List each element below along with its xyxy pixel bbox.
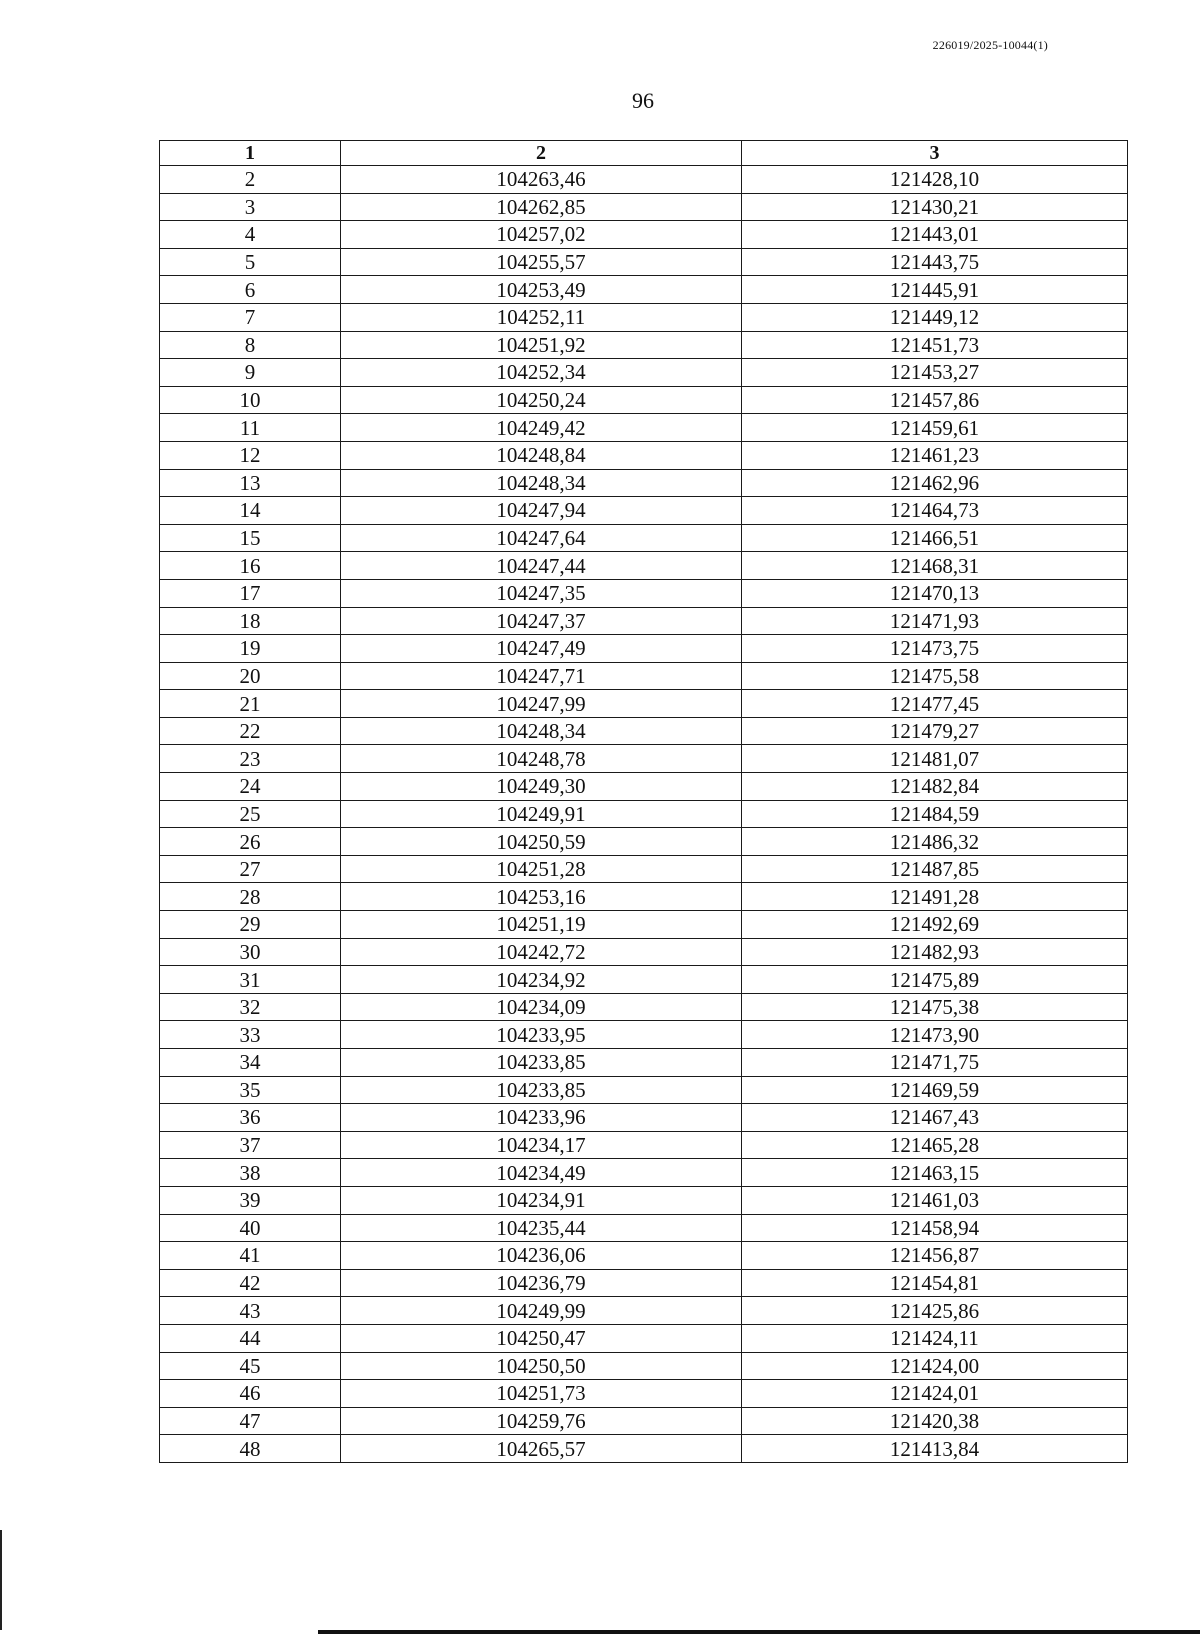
coordinate-y-cell: 121482,84: [742, 773, 1128, 801]
point-number-cell: 26: [160, 828, 341, 856]
point-number-cell: 16: [160, 552, 341, 580]
coordinate-x-cell: 104235,44: [341, 1214, 742, 1242]
coordinate-y-cell: 121413,84: [742, 1435, 1128, 1463]
coordinate-y-cell: 121464,73: [742, 497, 1128, 525]
coordinates-table: [159, 140, 1128, 1463]
coordinate-x-cell: 104248,78: [341, 745, 742, 773]
coordinate-y-cell: 121475,58: [742, 662, 1128, 690]
coordinate-y-cell: 121428,10: [742, 166, 1128, 194]
coordinate-x-cell: 104233,85: [341, 1049, 742, 1077]
coordinate-x-cell: 104251,92: [341, 331, 742, 359]
point-number-cell: 28: [160, 883, 341, 911]
coordinate-x-cell: 104247,35: [341, 579, 742, 607]
coordinate-x-cell: 104234,92: [341, 966, 742, 994]
point-number-cell: 32: [160, 993, 341, 1021]
table-row: [160, 248, 1128, 276]
point-number-cell: 33: [160, 1021, 341, 1049]
coordinate-y-cell: 121475,89: [742, 966, 1128, 994]
coordinate-x-cell: 104247,99: [341, 690, 742, 718]
table-row: [160, 579, 1128, 607]
coordinate-y-cell: 121449,12: [742, 303, 1128, 331]
point-number-cell: 8: [160, 331, 341, 359]
table-row: [160, 1242, 1128, 1270]
point-number-cell: 44: [160, 1324, 341, 1352]
point-number-cell: 43: [160, 1297, 341, 1325]
coordinate-y-cell: 121463,15: [742, 1159, 1128, 1187]
point-number-cell: 14: [160, 497, 341, 525]
coordinate-y-cell: 121445,91: [742, 276, 1128, 304]
table-row: [160, 1104, 1128, 1132]
point-number-cell: 41: [160, 1242, 341, 1270]
table-row: [160, 1131, 1128, 1159]
point-number-cell: 18: [160, 607, 341, 635]
point-number-cell: 39: [160, 1186, 341, 1214]
point-number-cell: 20: [160, 662, 341, 690]
coordinate-x-cell: 104251,28: [341, 855, 742, 883]
point-number-cell: 47: [160, 1407, 341, 1435]
coordinate-x-cell: 104234,49: [341, 1159, 742, 1187]
point-number-cell: 25: [160, 800, 341, 828]
coordinate-y-cell: 121424,00: [742, 1352, 1128, 1380]
table-row: [160, 1435, 1128, 1463]
coordinate-x-cell: 104252,11: [341, 303, 742, 331]
coordinate-y-cell: 121468,31: [742, 552, 1128, 580]
point-number-cell: 48: [160, 1435, 341, 1463]
coordinate-y-cell: 121473,90: [742, 1021, 1128, 1049]
column-header-2: 2: [341, 141, 742, 166]
table-row: [160, 193, 1128, 221]
table-row: [160, 1214, 1128, 1242]
coordinate-y-cell: 121458,94: [742, 1214, 1128, 1242]
point-number-cell: 29: [160, 911, 341, 939]
point-number-cell: 42: [160, 1269, 341, 1297]
table-body: [160, 166, 1128, 1463]
coordinate-y-cell: 121461,03: [742, 1186, 1128, 1214]
table-row: [160, 221, 1128, 249]
coordinate-x-cell: 104255,57: [341, 248, 742, 276]
table-row: [160, 359, 1128, 387]
coordinate-y-cell: 121477,45: [742, 690, 1128, 718]
coordinate-x-cell: 104249,42: [341, 414, 742, 442]
scan-edge-mark: [0, 1530, 2, 1630]
table-row: [160, 855, 1128, 883]
coordinate-y-cell: 121456,87: [742, 1242, 1128, 1270]
point-number-cell: 37: [160, 1131, 341, 1159]
coordinate-y-cell: 121481,07: [742, 745, 1128, 773]
point-number-cell: 34: [160, 1049, 341, 1077]
point-number-cell: 4: [160, 221, 341, 249]
table-row: [160, 1049, 1128, 1077]
coordinate-x-cell: 104233,85: [341, 1076, 742, 1104]
table-row: [160, 1324, 1128, 1352]
coordinate-y-cell: 121482,93: [742, 938, 1128, 966]
table-row: [160, 1269, 1128, 1297]
point-number-cell: 13: [160, 469, 341, 497]
table-row: [160, 607, 1128, 635]
coordinate-x-cell: 104247,44: [341, 552, 742, 580]
point-number-cell: 31: [160, 966, 341, 994]
coordinate-y-cell: 121425,86: [742, 1297, 1128, 1325]
coordinate-x-cell: 104234,91: [341, 1186, 742, 1214]
coordinate-x-cell: 104263,46: [341, 166, 742, 194]
coordinate-x-cell: 104248,84: [341, 441, 742, 469]
point-number-cell: 30: [160, 938, 341, 966]
coordinate-y-cell: 121453,27: [742, 359, 1128, 387]
coordinate-y-cell: 121479,27: [742, 717, 1128, 745]
page-number: 96: [632, 88, 654, 113]
coordinate-x-cell: 104250,50: [341, 1352, 742, 1380]
point-number-cell: 19: [160, 635, 341, 663]
table-row: [160, 800, 1128, 828]
coordinate-y-cell: 121462,96: [742, 469, 1128, 497]
point-number-cell: 9: [160, 359, 341, 387]
coordinate-x-cell: 104233,95: [341, 1021, 742, 1049]
coordinate-x-cell: 104247,37: [341, 607, 742, 635]
scan-bottom-edge: [318, 1630, 1200, 1634]
table-row: [160, 635, 1128, 663]
table-row: [160, 166, 1128, 194]
coordinate-x-cell: 104250,59: [341, 828, 742, 856]
coordinate-y-cell: 121443,75: [742, 248, 1128, 276]
coordinate-y-cell: 121424,11: [742, 1324, 1128, 1352]
point-number-cell: 36: [160, 1104, 341, 1132]
table-row: [160, 773, 1128, 801]
table-row: [160, 662, 1128, 690]
table-row: [160, 1186, 1128, 1214]
point-number-cell: 21: [160, 690, 341, 718]
coordinate-x-cell: 104251,73: [341, 1380, 742, 1408]
point-number-cell: 15: [160, 524, 341, 552]
coordinate-y-cell: 121430,21: [742, 193, 1128, 221]
coordinate-x-cell: 104250,24: [341, 386, 742, 414]
coordinate-y-cell: 121473,75: [742, 635, 1128, 663]
coordinate-y-cell: 121465,28: [742, 1131, 1128, 1159]
table-row: [160, 883, 1128, 911]
point-number-cell: 10: [160, 386, 341, 414]
table-row: [160, 552, 1128, 580]
coordinate-x-cell: 104249,99: [341, 1297, 742, 1325]
table-row: [160, 1380, 1128, 1408]
point-number-cell: 22: [160, 717, 341, 745]
coordinate-y-cell: 121467,43: [742, 1104, 1128, 1132]
point-number-cell: 24: [160, 773, 341, 801]
point-number-cell: 27: [160, 855, 341, 883]
coordinate-x-cell: 104236,06: [341, 1242, 742, 1270]
table-row: [160, 938, 1128, 966]
coordinate-y-cell: 121424,01: [742, 1380, 1128, 1408]
coordinate-x-cell: 104247,64: [341, 524, 742, 552]
coordinate-x-cell: 104233,96: [341, 1104, 742, 1132]
table-header: [160, 141, 1128, 166]
point-number-cell: 11: [160, 414, 341, 442]
coordinate-y-cell: 121466,51: [742, 524, 1128, 552]
table-row: [160, 717, 1128, 745]
coordinate-x-cell: 104247,71: [341, 662, 742, 690]
table-row: [160, 690, 1128, 718]
coordinate-y-cell: 121469,59: [742, 1076, 1128, 1104]
coordinate-x-cell: 104248,34: [341, 469, 742, 497]
coordinate-x-cell: 104253,16: [341, 883, 742, 911]
point-number-cell: 2: [160, 166, 341, 194]
column-header-3: 3: [742, 141, 1128, 166]
table-row: [160, 276, 1128, 304]
coordinate-y-cell: 121454,81: [742, 1269, 1128, 1297]
table-row: [160, 1407, 1128, 1435]
coordinate-y-cell: 121492,69: [742, 911, 1128, 939]
point-number-cell: 40: [160, 1214, 341, 1242]
coordinate-y-cell: 121475,38: [742, 993, 1128, 1021]
coordinate-x-cell: 104259,76: [341, 1407, 742, 1435]
coordinate-x-cell: 104250,47: [341, 1324, 742, 1352]
coordinate-y-cell: 121457,86: [742, 386, 1128, 414]
coordinate-x-cell: 104234,17: [341, 1131, 742, 1159]
table-row: [160, 386, 1128, 414]
point-number-cell: 7: [160, 303, 341, 331]
coordinate-y-cell: 121459,61: [742, 414, 1128, 442]
coordinate-y-cell: 121451,73: [742, 331, 1128, 359]
table-row: [160, 1352, 1128, 1380]
table-row: [160, 911, 1128, 939]
coordinate-y-cell: 121420,38: [742, 1407, 1128, 1435]
coordinate-y-cell: 121471,75: [742, 1049, 1128, 1077]
coordinate-x-cell: 104265,57: [341, 1435, 742, 1463]
point-number-cell: 17: [160, 579, 341, 607]
coordinate-x-cell: 104247,94: [341, 497, 742, 525]
table-row: [160, 1297, 1128, 1325]
coordinate-x-cell: 104236,79: [341, 1269, 742, 1297]
coordinate-x-cell: 104248,34: [341, 717, 742, 745]
column-header-1: 1: [160, 141, 341, 166]
table-row: [160, 497, 1128, 525]
coordinate-x-cell: 104251,19: [341, 911, 742, 939]
point-number-cell: 38: [160, 1159, 341, 1187]
table-row: [160, 1159, 1128, 1187]
document-id: 226019/2025-10044(1): [932, 38, 1048, 52]
point-number-cell: 46: [160, 1380, 341, 1408]
coordinate-x-cell: 104257,02: [341, 221, 742, 249]
point-number-cell: 45: [160, 1352, 341, 1380]
point-number-cell: 3: [160, 193, 341, 221]
coordinate-x-cell: 104242,72: [341, 938, 742, 966]
coordinate-y-cell: 121486,32: [742, 828, 1128, 856]
table-row: [160, 1021, 1128, 1049]
table-header-row: [160, 141, 1128, 166]
coordinate-x-cell: 104252,34: [341, 359, 742, 387]
table-row: [160, 303, 1128, 331]
table-row: [160, 524, 1128, 552]
coordinate-y-cell: 121491,28: [742, 883, 1128, 911]
table-row: [160, 331, 1128, 359]
point-number-cell: 12: [160, 441, 341, 469]
point-number-cell: 6: [160, 276, 341, 304]
coordinate-x-cell: 104249,30: [341, 773, 742, 801]
coordinate-x-cell: 104234,09: [341, 993, 742, 1021]
point-number-cell: 5: [160, 248, 341, 276]
coordinate-y-cell: 121470,13: [742, 579, 1128, 607]
coordinate-x-cell: 104247,49: [341, 635, 742, 663]
table-row: [160, 469, 1128, 497]
table-row: [160, 745, 1128, 773]
coordinate-y-cell: 121487,85: [742, 855, 1128, 883]
table-row: [160, 441, 1128, 469]
table-row: [160, 1076, 1128, 1104]
point-number-cell: 35: [160, 1076, 341, 1104]
coordinate-y-cell: 121443,01: [742, 221, 1128, 249]
coordinate-x-cell: 104262,85: [341, 193, 742, 221]
coordinate-x-cell: 104253,49: [341, 276, 742, 304]
coordinate-x-cell: 104249,91: [341, 800, 742, 828]
point-number-cell: 23: [160, 745, 341, 773]
table-row: [160, 828, 1128, 856]
table-row: [160, 993, 1128, 1021]
table-row: [160, 966, 1128, 994]
coordinate-y-cell: 121471,93: [742, 607, 1128, 635]
table-row: [160, 414, 1128, 442]
coordinate-y-cell: 121461,23: [742, 441, 1128, 469]
coordinate-y-cell: 121484,59: [742, 800, 1128, 828]
